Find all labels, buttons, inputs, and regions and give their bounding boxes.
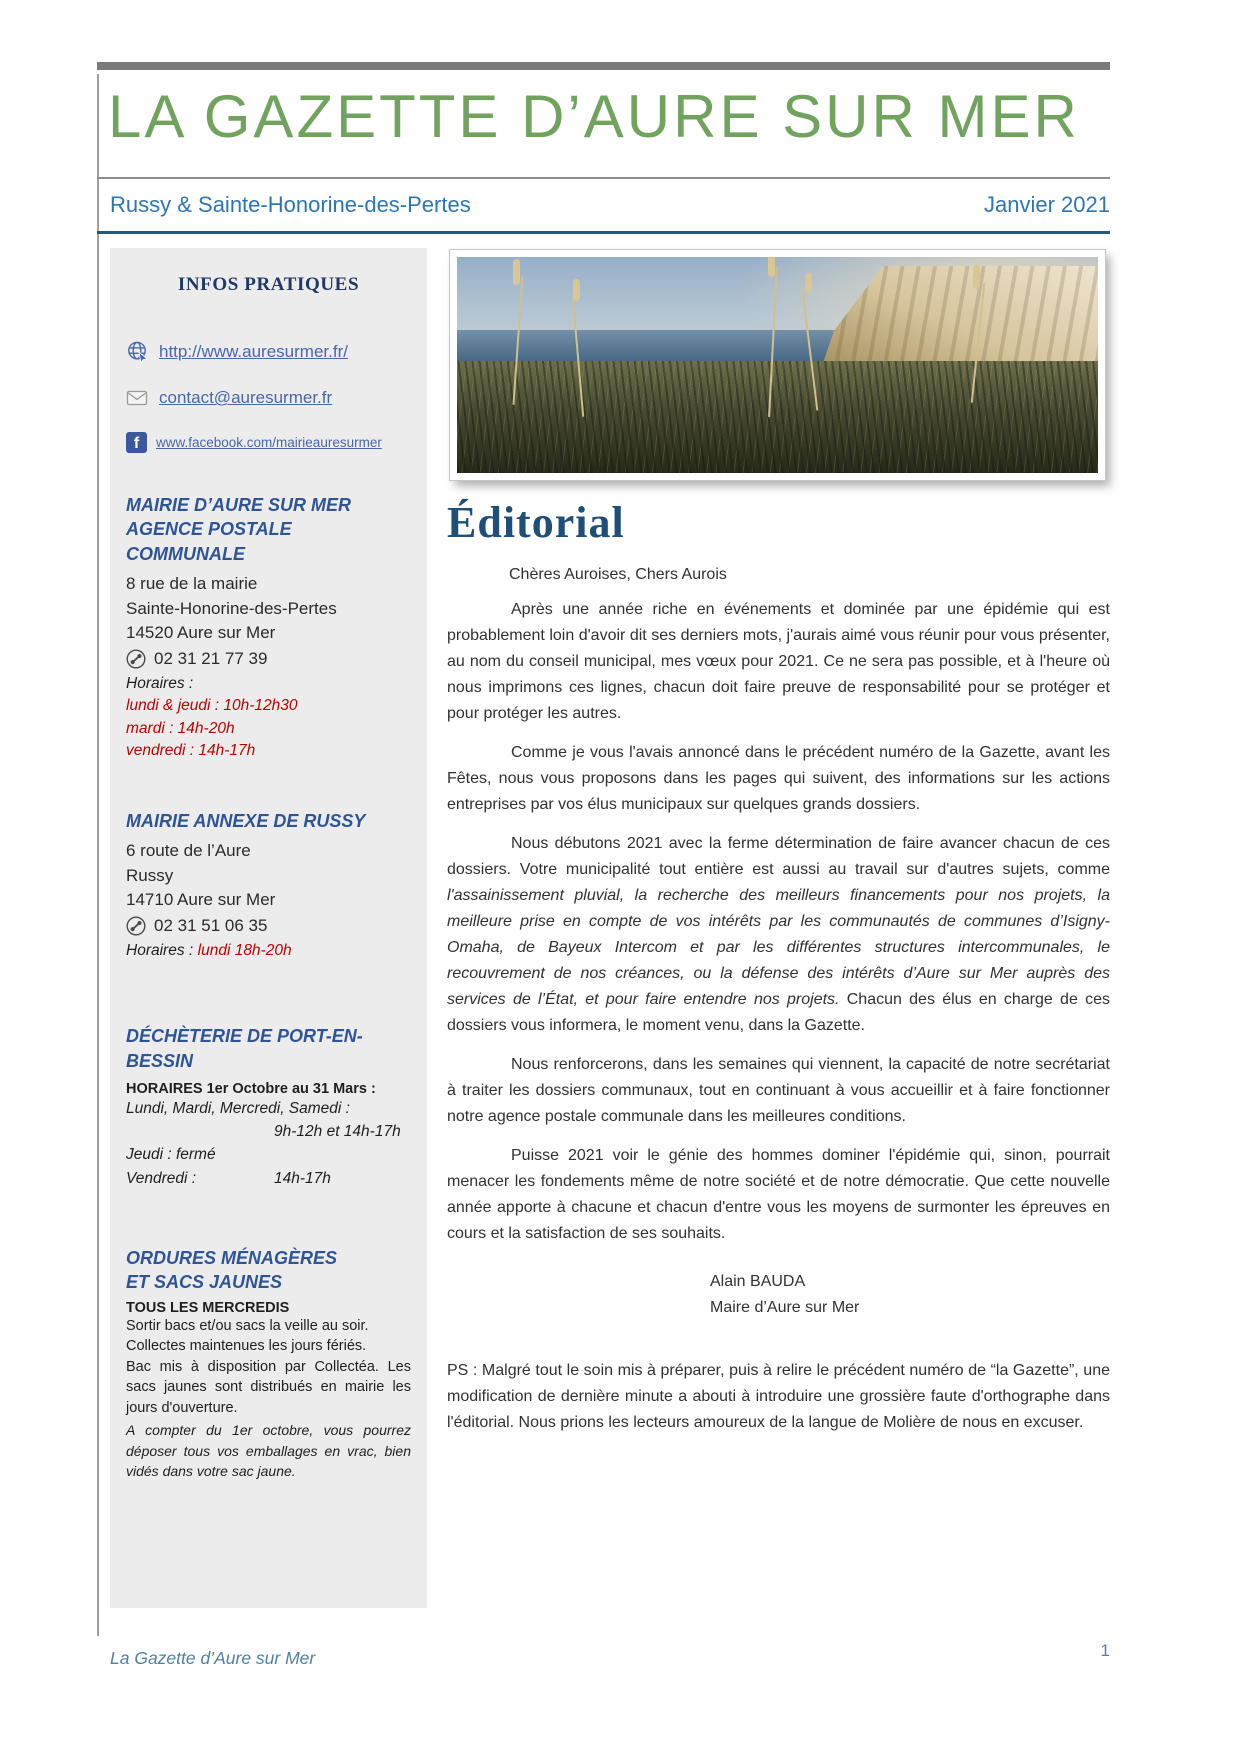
- section-ordures: [126, 1246, 411, 1481]
- friday-hours: 14h-17h: [274, 1169, 331, 1187]
- section-annexe: [126, 809, 411, 963]
- mairie-address: [126, 572, 411, 646]
- paragraph-text: Nous débutons 2021 avec la ferme détermination de faire avancer chacun de ces dossiers. Votre municipalité tout entière est aussi au travail sur d'autres sujets, comme: [447, 835, 1110, 878]
- ordures-note: A compter du 1er octobre, vous pourrez déposer tous vos emballages en vrac, bien vidés dans votre sac jaune.: [126, 1422, 411, 1480]
- annexe-phone-row: [126, 916, 411, 936]
- mairie-phone: 02 31 21 77 39: [154, 648, 268, 668]
- address-line: 8 rue de la mairie: [126, 573, 258, 593]
- editorial-paragraph: Nous renforcerons, dans les semaines qui viennent, la capacité de notre secrétariat à traiter les dossiers communaux, tout en continuant à vous accueillir et à faire fonctionner notre agence postale communale dans les meilleures conditions.: [447, 1056, 1110, 1125]
- issue-date: Janvier 2021: [984, 192, 1110, 217]
- hours-line: lundi & jeudi : 10h-12h30: [126, 697, 298, 715]
- ordures-heading: [126, 1246, 411, 1295]
- section-dechetterie: [126, 1024, 411, 1190]
- hours-label: Horaires :: [126, 941, 194, 959]
- signature-block: [710, 1269, 1110, 1320]
- coastal-cliff-photo: [450, 250, 1105, 480]
- ordures-line: Collectes maintenues les jours fériés.: [126, 1338, 367, 1355]
- phone-icon: [126, 916, 146, 936]
- mairie-heading-line2: AGENCE POSTALE COMMUNALE: [126, 519, 292, 564]
- subheader-rule: [97, 231, 1110, 234]
- facebook-letter: f: [133, 435, 140, 453]
- paragraph-text: Chacun des élus en charge de ces dossiers vous informera, le moment venu, dans la Gazette.: [447, 991, 1110, 1034]
- facebook-icon: [126, 432, 147, 453]
- dechetterie-hours: 9h-12h et 14h-17h: [274, 1123, 401, 1141]
- paragraph-italic-text: l'assainissement pluvial, la recherche des meilleurs financements pour nos projets, la meilleure prise en compte de vos intérêts par les communautés de communes d’Isigny-Omaha, de Bayeux Intercom et par les différentes structures intercommunales, le recouvrement de nos créances, ou la défense des intérêts d’Aure sur Mer auprès des services de l’État, et pour faire entendre nos projets.: [447, 887, 1110, 1008]
- editorial-paragraph: Comme je vous l'avais annoncé dans le précédent numéro de la Gazette, avant les Fêtes, nous vous proposons dans les pages qui suivent, des informations sur les actions entreprises par vos élus municipaux sur quelques grands dossiers.: [447, 744, 1110, 813]
- sidebar-heading: INFOS PRATIQUES: [177, 274, 360, 295]
- friday-label: Vendredi :: [126, 1169, 197, 1187]
- mairie-heading: [126, 493, 411, 566]
- mairie-heading-line1: MAIRIE D’AURE SUR MER: [126, 495, 352, 515]
- ordures-heading-line1: ORDURES MÉNAGÈRES: [126, 1247, 338, 1268]
- email-row: [126, 388, 411, 408]
- hours-line: vendredi : 14h-17h: [126, 742, 256, 760]
- editorial-paragraph: [447, 831, 1110, 1039]
- website-row: [126, 340, 411, 364]
- dechetterie-heading: DÉCHÈTERIE DE PORT-EN-BESSIN: [126, 1026, 363, 1071]
- infos-pratiques-panel: [110, 248, 427, 1608]
- envelope-icon: [126, 388, 150, 408]
- contact-links: [126, 340, 411, 453]
- address-line: 14520 Aure sur Mer: [126, 623, 276, 643]
- address-line: Russy: [126, 865, 174, 885]
- signature-name: Alain BAUDA: [710, 1273, 806, 1290]
- facebook-row: [126, 432, 411, 453]
- left-edge-rule: [97, 74, 99, 1636]
- dechetterie-subheading: HORAIRES 1er Octobre au 31 Mars :: [126, 1080, 376, 1097]
- editorial-paragraph: Puisse 2021 voir le génie des hommes dominer l'épidémie qui, sinon, pourrait menacer les fondements même de notre société et de notre démocratie. Que cette nouvelle année apporte à chacune et chacun d'entre vous les moyens de surmonter les épreuves en cours et la satisfaction de ses souhaits.: [447, 1147, 1110, 1242]
- website-link[interactable]: http://www.auresurmer.fr/: [159, 342, 348, 361]
- title-rule: [97, 177, 1110, 179]
- address-line: 6 route de l’Aure: [126, 840, 251, 860]
- editorial-paragraph: Après une année riche en événements et dominée par une épidémie qui est probablement loin d'avoir dit ses derniers mots, j'aurais aimé vous réunir pour vous présenter, au nom du conseil municipal, mes vœux pour 2021. Ce ne sera pas possible, et à l'heure où nous imprimons ces lignes, chacun doit faire preuve de responsabilité pour se protéger et pour protéger les autres.: [447, 601, 1110, 722]
- annexe-address: [126, 839, 411, 913]
- address-line: 14710 Aure sur Mer: [126, 890, 276, 910]
- dechetterie-days: Lundi, Mardi, Mercredi, Samedi :: [126, 1099, 350, 1117]
- dechetterie-friday: [126, 1167, 411, 1190]
- hours-label: Horaires :: [126, 674, 194, 692]
- annexe-phone: 02 31 51 06 35: [154, 915, 268, 935]
- subheader: [110, 192, 1110, 218]
- editorial-title: Éditorial: [447, 498, 625, 547]
- top-rule: [97, 62, 1110, 70]
- signature-role: Maire d’Aure sur Mer: [710, 1298, 860, 1316]
- hours-value: lundi 18h-20h: [197, 941, 292, 959]
- facebook-link[interactable]: www.facebook.com/mairieauresurmer: [156, 435, 382, 450]
- ordures-subheading: TOUS LES MERCREDIS: [126, 1299, 290, 1316]
- annexe-hours: [126, 940, 411, 962]
- photo-art: [457, 257, 1098, 473]
- ps-paragraph: PS : Malgré tout le soin mis à préparer, puis à relire le précédent numéro de “la Gazette”, une modification de dernière minute a abouti à introduire une grossière faute d'orthographe dans l'éditorial. Nous prions les lecteurs amoureux de la langue de Molière de nous en excuser.: [447, 1362, 1110, 1432]
- mairie-phone-row: [126, 649, 411, 669]
- phone-icon: [126, 649, 146, 669]
- ordures-heading-line2: ET SACS JAUNES: [126, 1272, 283, 1293]
- ordures-line: Bac mis à disposition par Collectéa. Les sacs jaunes sont distribués en mairie les jours d'ouverture.: [126, 1358, 411, 1416]
- communes-label: Russy & Sainte-Honorine-des-Pertes: [110, 192, 471, 217]
- annexe-heading: MAIRIE ANNEXE DE RUSSY: [126, 810, 366, 831]
- editorial-section: [447, 497, 1110, 1436]
- hours-line: mardi : 14h-20h: [126, 719, 235, 737]
- ordures-line: Sortir bacs et/ou sacs la veille au soir.: [126, 1317, 369, 1334]
- footer-title: La Gazette d’Aure sur Mer: [110, 1648, 316, 1668]
- email-link[interactable]: contact@auresurmer.fr: [159, 388, 333, 407]
- dechetterie-closed: Jeudi : fermé: [126, 1146, 216, 1164]
- page-number: 1: [1100, 1641, 1110, 1660]
- address-line: Sainte-Honorine-des-Pertes: [126, 598, 337, 618]
- globe-icon: [126, 340, 150, 364]
- salutation: Chères Auroises, Chers Aurois: [509, 566, 727, 583]
- section-mairie: [126, 493, 411, 763]
- page-title: LA GAZETTE D’AURE SUR MER: [108, 83, 1080, 150]
